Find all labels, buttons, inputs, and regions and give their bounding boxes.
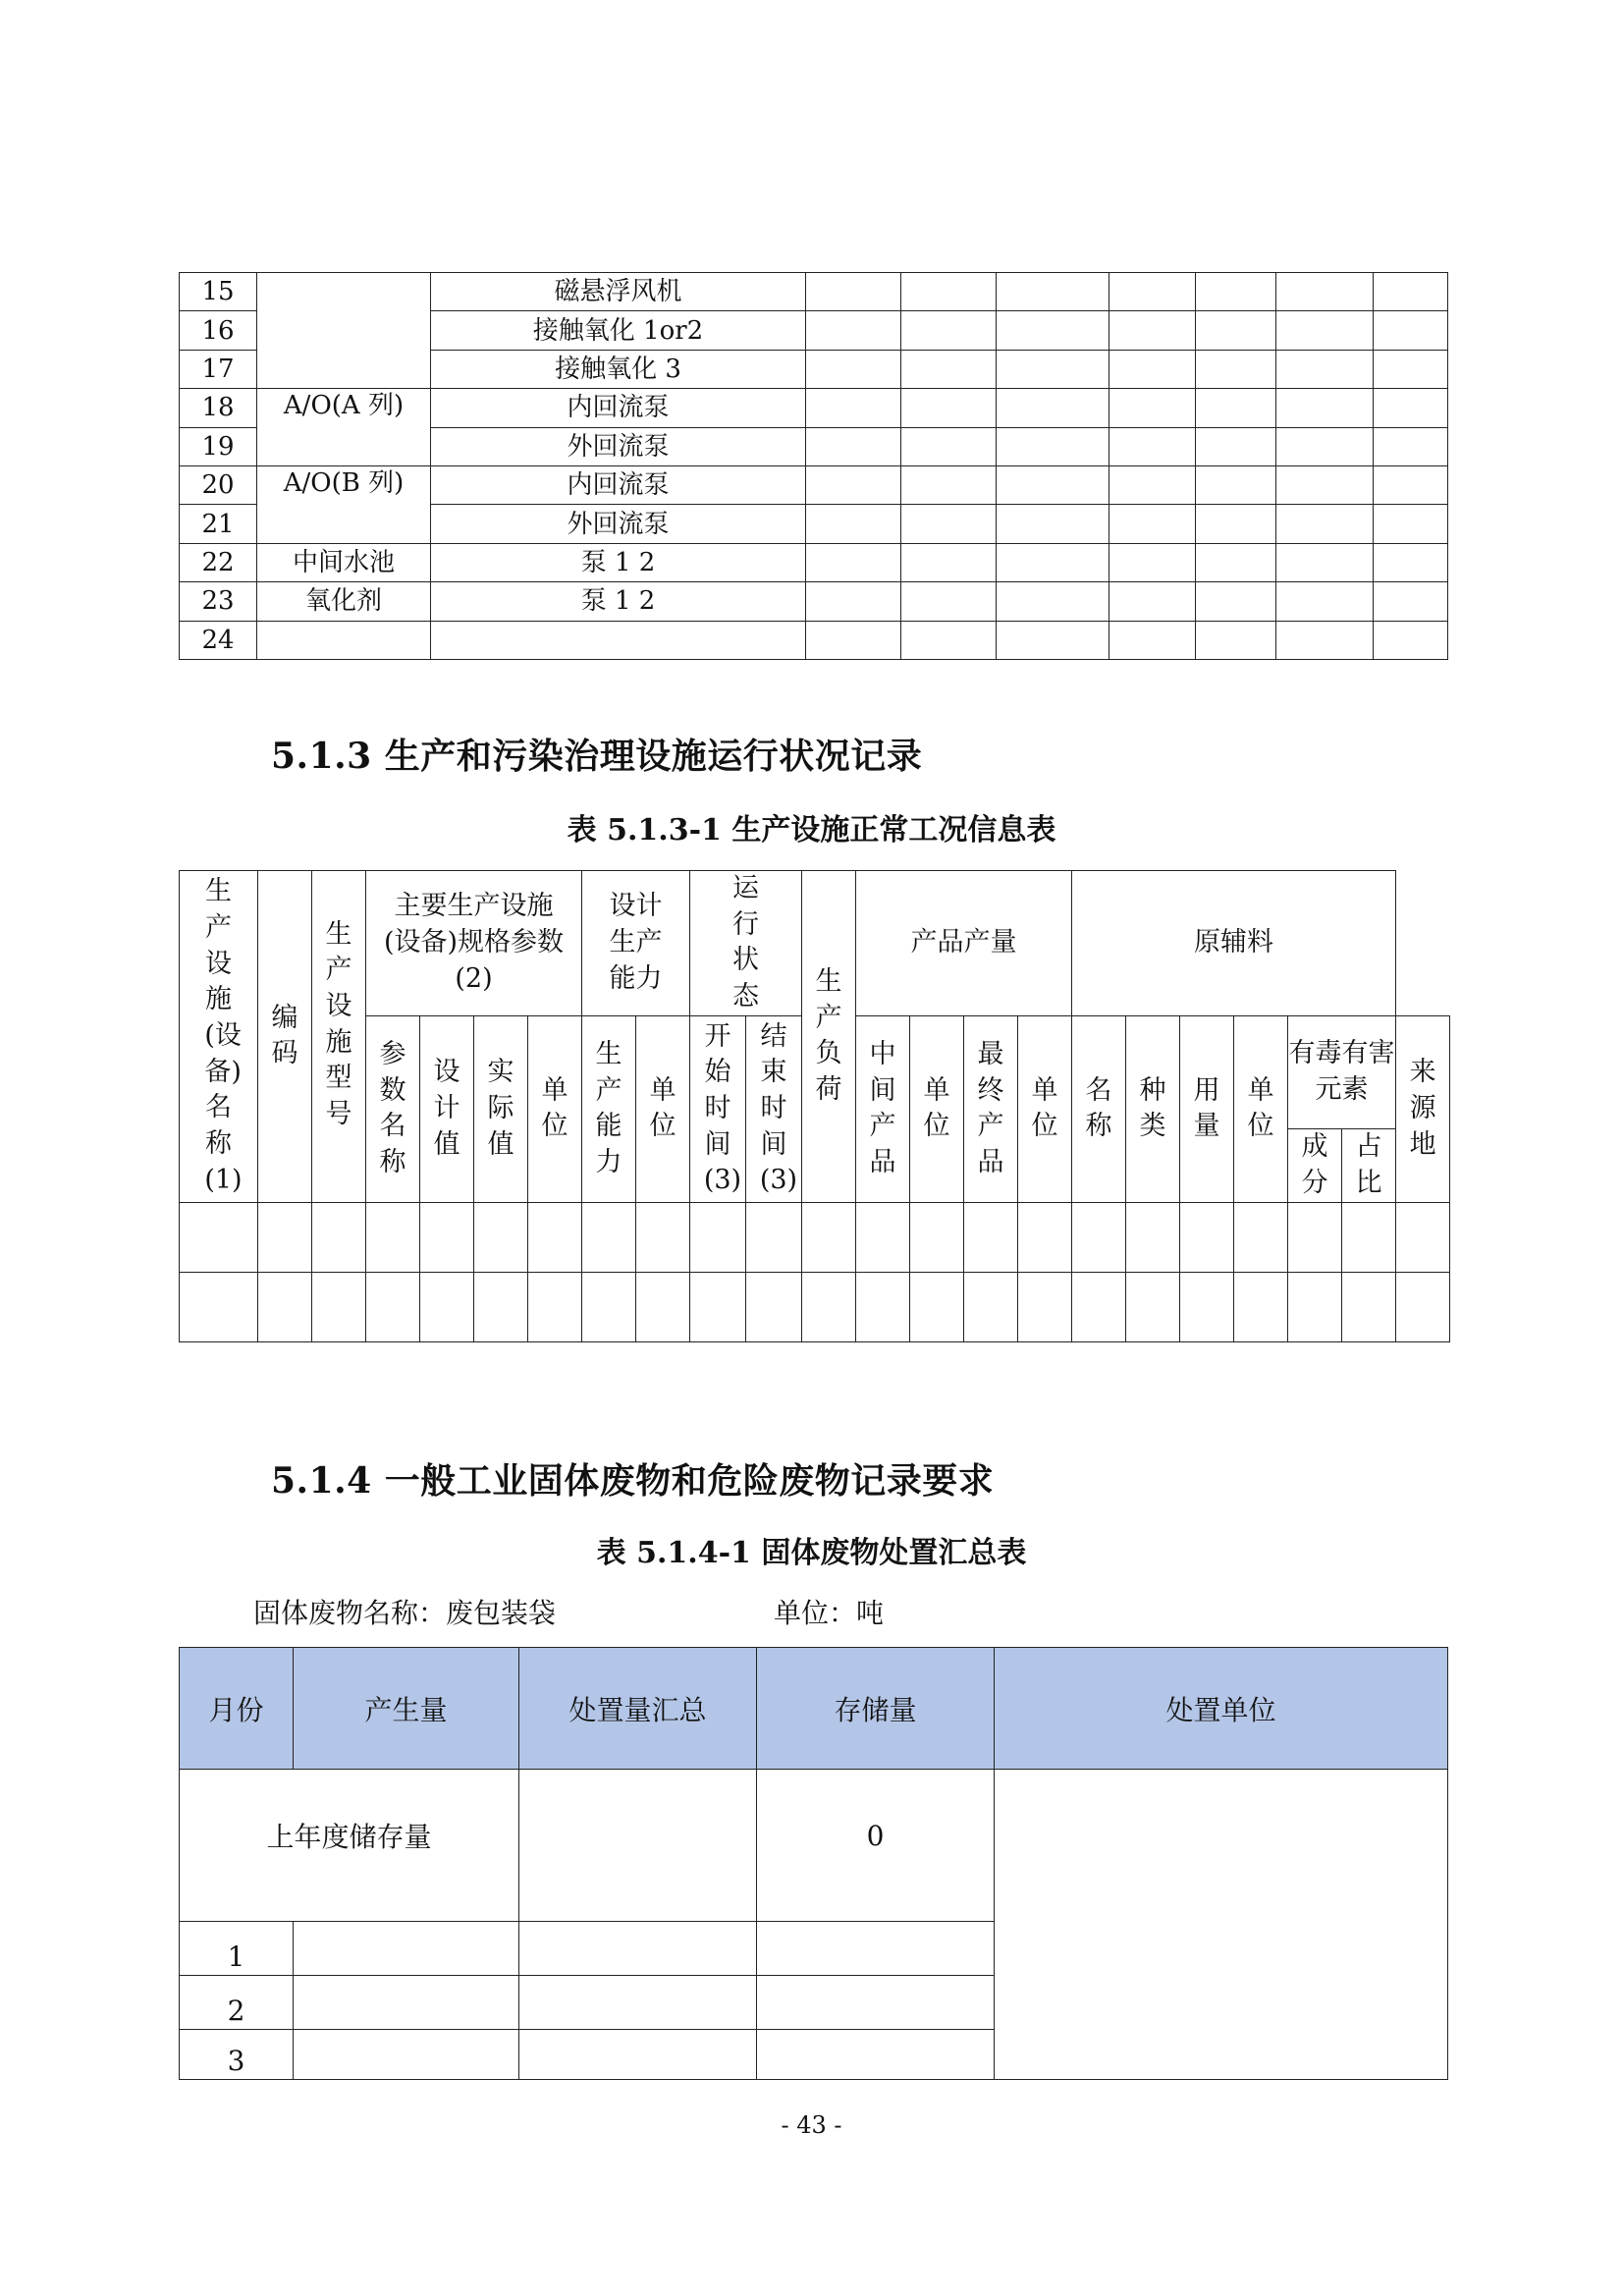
col-spec-design: 设计值 [420,1015,474,1202]
col-spec-group: 主要生产设施(设备)规格参数(2) [366,871,582,1016]
header-row [180,1648,1448,1770]
table-row [180,1272,1450,1341]
col-end-time: 结束时间(3) [746,1015,802,1202]
col-output-group: 产品产量 [856,871,1072,1016]
row-number: 17 [180,350,257,388]
header-row [180,871,1450,1016]
group-cell [257,621,431,659]
row-number: 22 [180,543,257,581]
col-mat-type: 种类 [1126,1015,1180,1202]
month-cell: 1 [180,1922,294,1976]
solid-waste-table [179,1647,1448,2080]
row-number: 23 [180,582,257,621]
col-source: 来源地 [1396,1015,1450,1202]
equipment-name: 内回流泵 [431,465,806,504]
col-intermediate: 中间产品 [856,1015,910,1202]
col-capacity-group: 设计生产能力 [582,871,690,1016]
row-number: 15 [180,273,257,311]
equipment-name: 接触氧化 3 [431,350,806,388]
col-material-group: 原辅料 [1072,871,1396,1016]
section-heading-514: 5.1.4 一般工业固体废物和危险废物记录要求 [271,1460,995,1502]
col-stored: 存储量 [757,1648,995,1770]
group-cell: A/O(B 列) [257,465,431,543]
col-mat-unit: 单位 [1234,1015,1288,1202]
col-month: 月份 [180,1648,294,1770]
table-row [180,582,1448,621]
unit-label: 单位：吨 [774,1597,885,1629]
equipment-name [431,621,806,659]
col-final: 最终产品 [964,1015,1018,1202]
col-toxic-ratio: 占比 [1342,1129,1396,1202]
table-row [180,1770,1448,1922]
table-row [180,1202,1450,1272]
col-generated: 产生量 [294,1648,519,1770]
col-toxic-group: 有毒有害元素 [1288,1016,1395,1129]
table-row [180,273,1448,311]
row-number: 19 [180,427,257,465]
row-number: 18 [180,389,257,427]
col-toxic-group-wrapper [1288,1015,1396,1202]
row-number: 24 [180,621,257,659]
table-row [180,543,1448,581]
col-intermediate-unit: 单位 [910,1015,964,1202]
table-row [180,621,1448,659]
col-disposal-unit: 处置单位 [995,1648,1448,1770]
table-caption-514: 表 5.1.4-1 固体废物处置汇总表 [596,1536,1027,1570]
table-row [180,465,1448,504]
col-capacity: 生产能力 [582,1015,636,1202]
page-number: - 43 - [781,2111,842,2139]
equipment-name: 泵 1 2 [431,543,806,581]
table-caption-513: 表 5.1.3-1 生产设施正常工况信息表 [567,813,1056,847]
row-number: 20 [180,465,257,504]
col-start-time: 开始时间(3) [690,1015,746,1202]
col-code: 编码 [258,871,312,1203]
prev-year-label: 上年度储存量 [180,1770,519,1922]
group-cell: A/O(A 列) [257,389,431,466]
col-capacity-unit: 单位 [636,1015,690,1202]
month-cell: 2 [180,1976,294,2030]
production-facility-table [179,870,1450,1342]
equipment-name: 外回流泵 [431,505,806,543]
col-spec-param: 参数名称 [366,1015,420,1202]
table-row [180,389,1448,427]
group-cell [257,273,431,389]
group-cell: 中间水池 [257,543,431,581]
row-number: 16 [180,311,257,350]
equipment-name: 泵 1 2 [431,582,806,621]
equipment-name: 外回流泵 [431,427,806,465]
prev-year-stored: 0 [757,1770,995,1922]
equipment-name: 接触氧化 1or2 [431,311,806,350]
group-cell: 氧化剂 [257,582,431,621]
equipment-table [179,272,1448,660]
col-spec-unit: 单位 [528,1015,582,1202]
section-heading-513: 5.1.3 生产和污染治理设施运行状况记录 [271,736,923,777]
month-cell: 3 [180,2030,294,2080]
equipment-name: 内回流泵 [431,389,806,427]
col-toxic-comp: 成分 [1288,1129,1342,1202]
col-status-group: 运行状态 [690,871,802,1016]
equipment-name: 磁悬浮风机 [431,273,806,311]
col-spec-actual: 实际值 [474,1015,528,1202]
col-facility-name: 生产设施(设备)名称(1) [180,871,258,1203]
row-number: 21 [180,505,257,543]
col-disposed-total: 处置量汇总 [519,1648,757,1770]
waste-name-label: 固体废物名称：废包装袋 [253,1597,557,1629]
col-mat-amount: 用量 [1180,1015,1234,1202]
col-final-unit: 单位 [1018,1015,1072,1202]
col-mat-name: 名称 [1072,1015,1126,1202]
col-model: 生产设施型号 [312,871,366,1203]
col-load: 生产负荷 [802,871,856,1203]
